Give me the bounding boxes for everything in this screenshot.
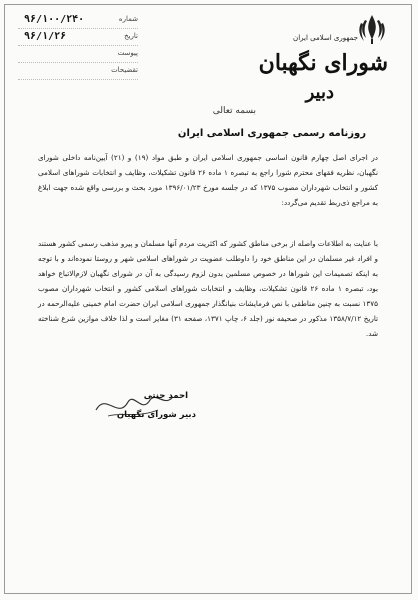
reference-block — [18, 14, 138, 82]
date-label: تاریخ — [124, 32, 138, 40]
followup-label: تقضیحات — [111, 66, 138, 74]
handwritten-signature — [88, 380, 178, 430]
secretary-heading: دبیر — [305, 82, 334, 103]
iran-emblem-icon — [355, 12, 389, 46]
republic-label: جمهوری اسلامی ایران — [293, 34, 358, 42]
paragraph-2-text: با عنایت به اطلاعات واصله از برخی مناطق کشور که اکثریت مردم آنها مسلمان و پیرو مذهب رسمی کشور هستند و افراد غیر مسلمان در این مناطق خود را داوطلب عضویت در شوراهای اسلامی شهر و روستا نموده‌اند و با توجه به اینکه تصمیمات این شوراها در خصوص مسلمین بدون لزوم رسیدگی به آن در شورای نگهبان لازم‌الاتباع خواهد بود، تبصره ۱ ماده ۲۶ قانون تشکیلات، وظایف و انتخابات شوراهای اسلامی کشور و انتخاب شهرداران مصوب ۱۳۷۵ نسبت به چنین مناطقی با نص فرمایشات بنیانگذار جمهوری اسلامی ایران حضرت امام خمینی علیه‌الرحمه در تاریخ ۱۳۵۸/۷/۱۲ مذکور در صحیفه نور (جلد ۶، چاپ ۱۳۷۱، صفحه ۳۱) مغایر است و لذا خلاف موازین شرع شناخته شد. — [38, 239, 379, 338]
letter-date: ۹۶/۱/۲۶ — [24, 31, 67, 42]
attachment-row — [18, 48, 138, 63]
paragraph-1-text: در اجرای اصل چهارم قانون اساسی جمهوری اسلامی ایران و طبق مواد (۱۹) و (۲۱) آیین‌نامه داخلی شورای نگهبان، نظریه فقهای محترم شورا راجع به تبصره ۱ ماده ۲۶ قانون تشکیلات، وظایف و انتخابات شوراهای اسلامی کشور و انتخاب شهرداران مصوب ۱۳۷۵ که در جلسه مورخ ۱۳۹۶/۰۱/۲۳ مورد بحث و بررسی واقع شده جهت ابلاغ به مراجع ذی‌ربط تقدیم می‌گردد: — [38, 153, 379, 207]
reference-number: ۹۶/۱۰۰/۲۴۰ — [24, 14, 85, 25]
paragraph-1 — [38, 150, 378, 210]
number-row — [18, 14, 138, 29]
signer-name: احمد جنتی — [143, 391, 188, 401]
signer-title: دبیر شورای نگهبان — [116, 410, 196, 420]
followup-row — [18, 65, 138, 80]
council-name: شورای نگهبان — [258, 50, 388, 76]
paragraph-2 — [38, 236, 378, 341]
attachment-label: پیوست — [117, 49, 138, 57]
number-label: شماره — [118, 15, 138, 23]
invocation: بسمه تعالی — [212, 106, 256, 116]
recipient: روزنامه رسمی جمهوری اسلامی ایران — [177, 128, 366, 139]
date-row — [18, 31, 138, 46]
